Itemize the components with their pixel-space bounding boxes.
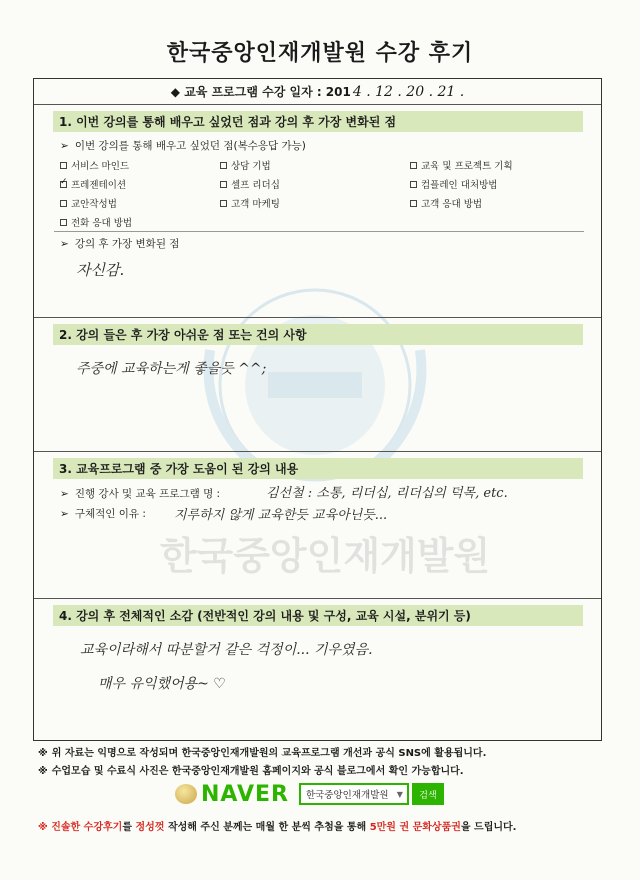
note-1: ※ 위 자료는 익명으로 작성되며 한국중앙인재개발원의 교육프로그램 개선과 공식 SNS에 활용됩니다. xyxy=(38,748,487,759)
section-3 xyxy=(34,452,601,599)
checkbox-checked-icon xyxy=(60,181,67,188)
arrow-icon: ➢ xyxy=(60,508,69,520)
naver-search-button[interactable]: 검색 xyxy=(412,783,444,805)
section-4 xyxy=(34,599,601,742)
option[interactable]: 고객 응대 방법 xyxy=(410,196,482,210)
date-label: ◆ 교육 프로그램 수강 일자 : 201 xyxy=(170,85,351,99)
arrow-icon: ➢ xyxy=(60,238,69,250)
section-2-answer: 주중에 교육하는게 좋을듯 ^^; xyxy=(76,361,267,377)
section-1-header: 1. 이번 강의를 통해 배우고 싶었던 점과 강의 후 가장 변화된 점 xyxy=(53,111,583,132)
page-title: 한국중앙인재개발원 수강 후기 xyxy=(166,41,474,66)
option[interactable]: 교안작성법 xyxy=(60,196,117,210)
option[interactable]: 교육 및 프로젝트 기획 xyxy=(410,158,513,172)
section-3-answer2: 지루하지 않게 교육한듯 교육아닌듯... xyxy=(174,508,388,523)
checkbox-icon xyxy=(410,162,417,169)
naver-search-input[interactable]: 한국중앙인재개발원 ▼ xyxy=(299,783,409,805)
option[interactable]: ✓프레젠테이션 xyxy=(60,177,126,191)
naver-logo: NAVER xyxy=(175,782,289,807)
section-1-sub2: ➢ 강의 후 가장 변화된 점 xyxy=(60,238,180,250)
arrow-icon: ➢ xyxy=(60,488,69,500)
option[interactable]: 서비스 마인드 xyxy=(60,158,129,172)
checkbox-icon xyxy=(60,200,67,207)
checkbox-icon xyxy=(60,219,67,226)
divider xyxy=(54,231,584,232)
checkbox-icon xyxy=(410,181,417,188)
option[interactable]: 고객 마케팅 xyxy=(220,196,280,210)
section-3-sub2: ➢ 구체적인 이유 : xyxy=(60,508,146,520)
section-2-header: 2. 강의 들은 후 가장 아쉬운 점 또는 건의 사항 xyxy=(53,324,583,345)
watermark-text: 한국중앙인재개발원 xyxy=(159,534,491,578)
section-1-sub1: ➢ 이번 강의를 통해 배우고 싶었던 점(복수응답 가능) xyxy=(60,140,306,152)
arrow-icon: ➢ xyxy=(60,140,69,152)
checkbox-icon xyxy=(220,181,227,188)
option[interactable]: 상담 기법 xyxy=(220,158,271,172)
date-handwritten: 4 . 12 . 20 . 21 . xyxy=(352,83,465,100)
option[interactable]: 셀프 리더십 xyxy=(220,177,280,191)
review-form xyxy=(33,78,602,741)
checkbox-icon xyxy=(60,162,67,169)
bottom-note: ※ 진솔한 수강후기를 정성껏 작성해 주신 분께는 매월 한 분씩 추첨을 통해 5만원 권 문화상품권을 드립니다. xyxy=(38,822,517,833)
chevron-down-icon: ▼ xyxy=(396,789,403,799)
date-row xyxy=(34,79,601,105)
option[interactable]: 전화 응대 방법 xyxy=(60,215,132,229)
section-1 xyxy=(34,105,601,318)
section-3-answer1: 김선철 : 소통, 리더십, 리더십의 덕목, etc. xyxy=(266,486,508,501)
section-3-sub1: ➢ 진행 강사 및 교육 프로그램 명 : xyxy=(60,488,221,500)
checkbox-icon xyxy=(220,200,227,207)
checkbox-icon xyxy=(220,162,227,169)
section-4-answer1: 교육이라해서 따분할거 같은 걱정이... 기우였음. xyxy=(80,642,373,658)
section-3-header: 3. 교육프로그램 중 가장 도움이 된 강의 내용 xyxy=(53,458,583,479)
section-2 xyxy=(34,318,601,452)
section-4-header: 4. 강의 후 전체적인 소감 (전반적인 강의 내용 및 구성, 교육 시설, 분위기 등) xyxy=(53,605,583,626)
naver-search-bar xyxy=(175,781,444,807)
option[interactable]: 컴플레인 대처방법 xyxy=(410,177,497,191)
checkbox-icon xyxy=(410,200,417,207)
naver-mascot-icon xyxy=(175,784,197,804)
note-2: ※ 수업모습 및 수료식 사진은 한국중앙인재개발원 홈페이지와 공식 블로그에서 확인 가능합니다. xyxy=(38,766,464,777)
section-1-answer: 자신감. xyxy=(76,261,125,279)
section-4-answer2: 매우 유익했어용~ ♡ xyxy=(98,676,226,692)
